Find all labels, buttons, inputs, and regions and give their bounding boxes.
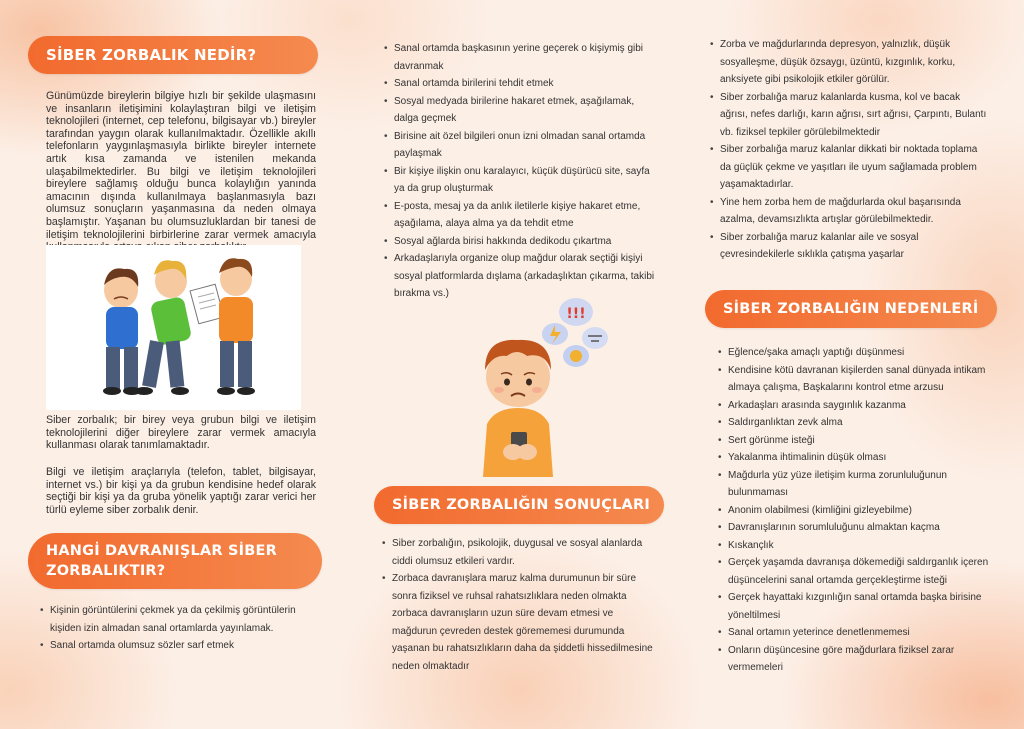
list-item: • Zorbaca davranışlara maruz kalma durumunun bir süre sonra fiziksel ve ruhsal rahatsızlıklara neden olmakta zorbaca davranışların uzun süre devam etmesi ve mağdurun çevreden destek görememesi durumunda yaşanan bu rahatsızlıkların daha da şiddetli hissedilmesine neden olmaktadır bbox=[382, 570, 657, 675]
list-item: • Siber zorbalığa maruz kalanlarda kusma, kol ve bacak ağrısı, nefes darlığı, karın ağrısı, sırt ağrısı, Çarpıntı, Bulantı vb. fiziksel tepkiler görülebilmektedir bbox=[710, 89, 990, 142]
section-title-consequences bbox=[374, 486, 664, 524]
list-item: • Birisine ait özel bilgileri onun izni olmadan sanal ortamda paylaşmak bbox=[384, 128, 659, 163]
list-item: • Kıskançlık bbox=[718, 537, 993, 555]
section-title-line2: ZORBALIKTIR? bbox=[46, 563, 166, 579]
list-item: • Yine hem zorba hem de mağdurlarda okul başarısında azalma, devamsızlıkta artışlar görülebilmektedir. bbox=[710, 194, 990, 229]
section-title-line1: HANGİ DAVRANIŞLAR SİBER bbox=[46, 543, 277, 559]
list-item: • Sanal ortamda birilerini tehdit etmek bbox=[384, 75, 659, 93]
definition-paragraph-2: Bilgi ve iletişim araçlarıyla (telefon, tablet, bilgisayar, internet vs.) bir kişi ya da grubun kendisine hedef olarak seçtiği bir kişi ya da gruba yönelik yaptığı zarar verici her türlü eyleme siber zorbalık denir. bbox=[46, 466, 316, 516]
list-item: • Sert görünme isteği bbox=[718, 432, 993, 450]
list-item: • Anonim olabilmesi (kimliğini gizleyebilme) bbox=[718, 502, 993, 520]
list-item: • Gerçek hayattaki kızgınlığın sanal ortamda başka birisine yöneltilmesi bbox=[718, 589, 993, 624]
list-item: • E-posta, mesaj ya da anlık iletilerle kişiye hakaret etme, aşağılama, alaya alma ya da tehdit etme bbox=[384, 198, 659, 233]
definition-paragraph-1: Siber zorbalık; bir birey veya grubun bilgi ve iletişim teknolojilerini diğer bireylere zarar vermek amacıyla kullanması olarak tanımlamaktadır. bbox=[46, 414, 316, 452]
intro-paragraph: Günümüzde bireylerin bilgiye hızlı bir şekilde ulaşmasını ve insanların iletişimini kolaylaştıran bilgi ve iletişim teknolojileri (internet, cep telefonu, bilgisayar vb.) bireyler tarafından yaygın olarak kullanılmaktadır. Özellikle akıllı telefonların yaygınlaşmasıyla birlikte bireyler internete artık kısa zamanda ve istenilen mekanda ulaşabilmektedirler. Bu bilgi ve iletişim teknolojileri bireylere sağlamış olduğu bunca kolaylığın yanında amacının dışında kullanılmaya başlanmasıyla bazı olumsuz sonuçların yaşanmasına da neden olmaya başlamıştır. Yaşanan bu olumsuzluklardan bir tanesi de iletişim teknolojilerini birbirlerine zarar vermek amacıyla bbox=[46, 90, 316, 241]
list-item: • Sosyal ağlarda birisi hakkında dedikodu çıkartma bbox=[384, 233, 659, 251]
list-item: • Zorba ve mağdurlarında depresyon, yalnızlık, düşük sosyalleşme, düşük özsaygı, üzüntü, kızgınlık, korku, anksiyete gibi psikolojik etkiler görülür. bbox=[710, 36, 990, 89]
list-item: • Saldırganlıktan zevk alma bbox=[718, 414, 993, 432]
sad-boy-figure bbox=[103, 268, 141, 395]
list-item: • Sanal ortamın yeterince denetlenmemesi bbox=[718, 624, 993, 642]
list-item: • Onların düşüncesine göre mağdurlara fiziksel zarar vermemeleri bbox=[718, 642, 993, 677]
section-title-what-is bbox=[28, 36, 318, 74]
list-item: • Yakalanma ihtimalinin düşük olması bbox=[718, 449, 993, 467]
green-boy-figure bbox=[135, 260, 192, 395]
list-item: • Sanal ortamda olumsuz sözler sarf etmek bbox=[40, 637, 325, 655]
list-item: • Bir kişiye ilişkin onu karalayıcı, küçük düşürücü site, sayfa ya da grup oluşturmak bbox=[384, 163, 659, 198]
behaviors-list-col1 bbox=[40, 602, 325, 655]
sad-boy-phone-illustration bbox=[455, 292, 625, 477]
section-title-which-behaviors bbox=[28, 533, 322, 589]
list-item: • Davranışlarının sorumluluğunu almaktan kaçma bbox=[718, 519, 993, 537]
bullying-kids-illustration bbox=[46, 245, 301, 410]
message-bubbles bbox=[542, 298, 608, 367]
consequences-list-col2 bbox=[382, 535, 657, 675]
list-item: • Sanal ortamda başkasının yerine geçerek o kişiymiş gibi davranmak bbox=[384, 40, 659, 75]
causes-list bbox=[718, 344, 993, 677]
list-item: • Gerçek yaşamda davranışa dökemediği saldırganlık içeren düşüncelerini sanal ortamda gerçekleştirme isteği bbox=[718, 554, 993, 589]
list-item: • Siber zorbalığın, psikolojik, duygusal ve sosyal alanlarda ciddi olumsuz etkileri vardır. bbox=[382, 535, 657, 570]
list-item: • Siber zorbalığa maruz kalanlar dikkati bir noktada toplama da güçlük çekme ve yaşıtları ile uyum sağlamada problem yaşamaktadırlar. bbox=[710, 141, 990, 194]
list-item: • Arkadaşlarıyla organize olup mağdur olarak seçtiği kişiyi sosyal platformlarda dışlama (arkadaşlıktan çıkarma, takibi bırakma vs.) bbox=[384, 250, 659, 303]
list-item: • Mağdurla yüz yüze iletişim kurma zorunluluğunun bulunmaması bbox=[718, 467, 993, 502]
list-item: • Sosyal medyada birilerine hakaret etmek, aşağılamak, dalga geçmek bbox=[384, 93, 659, 128]
behaviors-list-col2 bbox=[384, 40, 659, 303]
section-title-text: SİBER ZORBALIĞIN NEDENLERİ bbox=[723, 301, 979, 317]
section-title-text: SİBER ZORBALIĞIN SONUÇLARI bbox=[392, 497, 650, 513]
list-item: • Kişinin görüntülerini çekmek ya da çekilmiş görüntülerin kişiden izin almadan sanal ortamlarda yayınlamak. bbox=[40, 602, 325, 637]
bubble-exclaim-text: !!! bbox=[566, 306, 586, 322]
paper-sheet bbox=[190, 284, 224, 324]
list-item: • Siber zorbalığa maruz kalanlar aile ve sosyal çevresindekilerle sıklıkla çatışma yaşarlar bbox=[710, 229, 990, 264]
list-item: • Eğlence/şaka amaçlı yaptığı düşünmesi bbox=[718, 344, 993, 362]
section-title-causes bbox=[705, 290, 997, 328]
consequences-list-col3 bbox=[710, 36, 990, 264]
list-item: • Kendisine kötü davranan kişilerden sanal dünyada intikam almaya çalışma, Başkalarını kontrol etme arzusu bbox=[718, 362, 993, 397]
section-title-text: SİBER ZORBALIK NEDİR? bbox=[46, 46, 257, 64]
orange-boy-figure bbox=[217, 258, 255, 395]
list-item: • Arkadaşları arasında saygınlık kazanma bbox=[718, 397, 993, 415]
